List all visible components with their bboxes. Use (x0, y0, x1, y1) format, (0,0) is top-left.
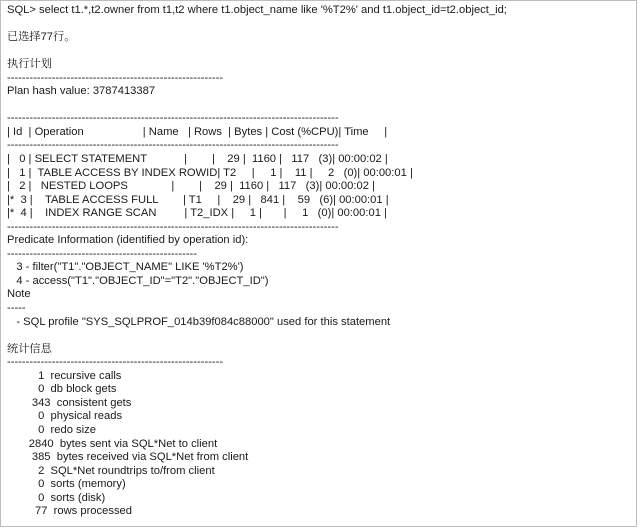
note-heading: Note (7, 288, 31, 301)
plan-table-border: ----------------------------------------------------------------------------------------- (7, 112, 339, 125)
statistic-line: 0 sorts (disk) (7, 491, 106, 504)
statistic-line: 77 rows processed (7, 505, 132, 518)
sql-command-line: SQL> select t1.*,t2.owner from t1,t2 where t1.object_name like '%T2%' and t1.object_id=t2.object_id; (7, 4, 507, 16)
predicate-line: 3 - filter("T1"."OBJECT_NAME" LIKE '%T2%') (7, 261, 244, 274)
statistic-line: 0 physical reads (7, 410, 123, 423)
statistic-line: 2840 bytes sent via SQL*Net to client (7, 437, 218, 450)
separator-line: ---------------------------------------------------------- (7, 356, 224, 369)
plan-table-row: | 2 | NESTED LOOPS | | 29 | 1160 | 117 (3)| 00:00:02 | (7, 180, 375, 193)
blank-line (7, 18, 632, 32)
plan-table-row: | 0 | SELECT STATEMENT | | 29 | 1160 | 117 (3)| 00:00:02 | (7, 153, 388, 166)
plan-table-border: ----------------------------------------------------------------------------------------- (7, 139, 339, 152)
rows-selected-message: 已选择77行。 (7, 31, 76, 44)
execution-plan-heading: 执行计划 (7, 58, 52, 71)
blank-line (7, 45, 632, 59)
statistic-line: 0 sorts (memory) (7, 478, 126, 491)
predicate-info-heading: Predicate Information (identified by operation id): (7, 234, 249, 247)
statistic-line: 2 SQL*Net roundtrips to/from client (7, 464, 215, 477)
plan-hash-value: Plan hash value: 3787413387 (7, 85, 156, 98)
separator-line: ----- (7, 302, 26, 315)
plan-table-header: | Id | Operation | Name | Rows | Bytes | Cost (%CPU)| Time | (7, 125, 388, 138)
console-text (7, 4, 632, 519)
blank-line (7, 329, 632, 343)
plan-table-row: |* 4 | INDEX RANGE SCAN | T2_IDX | 1 | | 1 (0)| 00:00:01 | (7, 207, 387, 220)
plan-table-row: | 1 | TABLE ACCESS BY INDEX ROWID| T2 | 1 | 11 | 2 (0)| 00:00:01 | (7, 166, 413, 179)
separator-line: --------------------------------------------------- (7, 247, 198, 260)
predicate-line: 4 - access("T1"."OBJECT_ID"="T2"."OBJECT_ID") (7, 274, 269, 287)
plan-table-border: ----------------------------------------------------------------------------------------- (7, 220, 339, 233)
note-line: - SQL profile "SYS_SQLPROF_014b39f084c88000" used for this statement (7, 315, 391, 328)
statistic-line: 0 redo size (7, 423, 96, 436)
statistics-heading: 统计信息 (7, 342, 52, 355)
separator-line: ---------------------------------------------------------- (7, 71, 224, 84)
statistic-line: 385 bytes received via SQL*Net from client (7, 451, 249, 464)
statistic-line: 1 recursive calls (7, 369, 122, 382)
plan-table-row: |* 3 | TABLE ACCESS FULL | T1 | 29 | 841 | 59 (6)| 00:00:01 | (7, 193, 389, 206)
statistic-line: 0 db block gets (7, 383, 117, 396)
statistic-line: 343 consistent gets (7, 396, 132, 409)
blank-line (7, 99, 632, 113)
